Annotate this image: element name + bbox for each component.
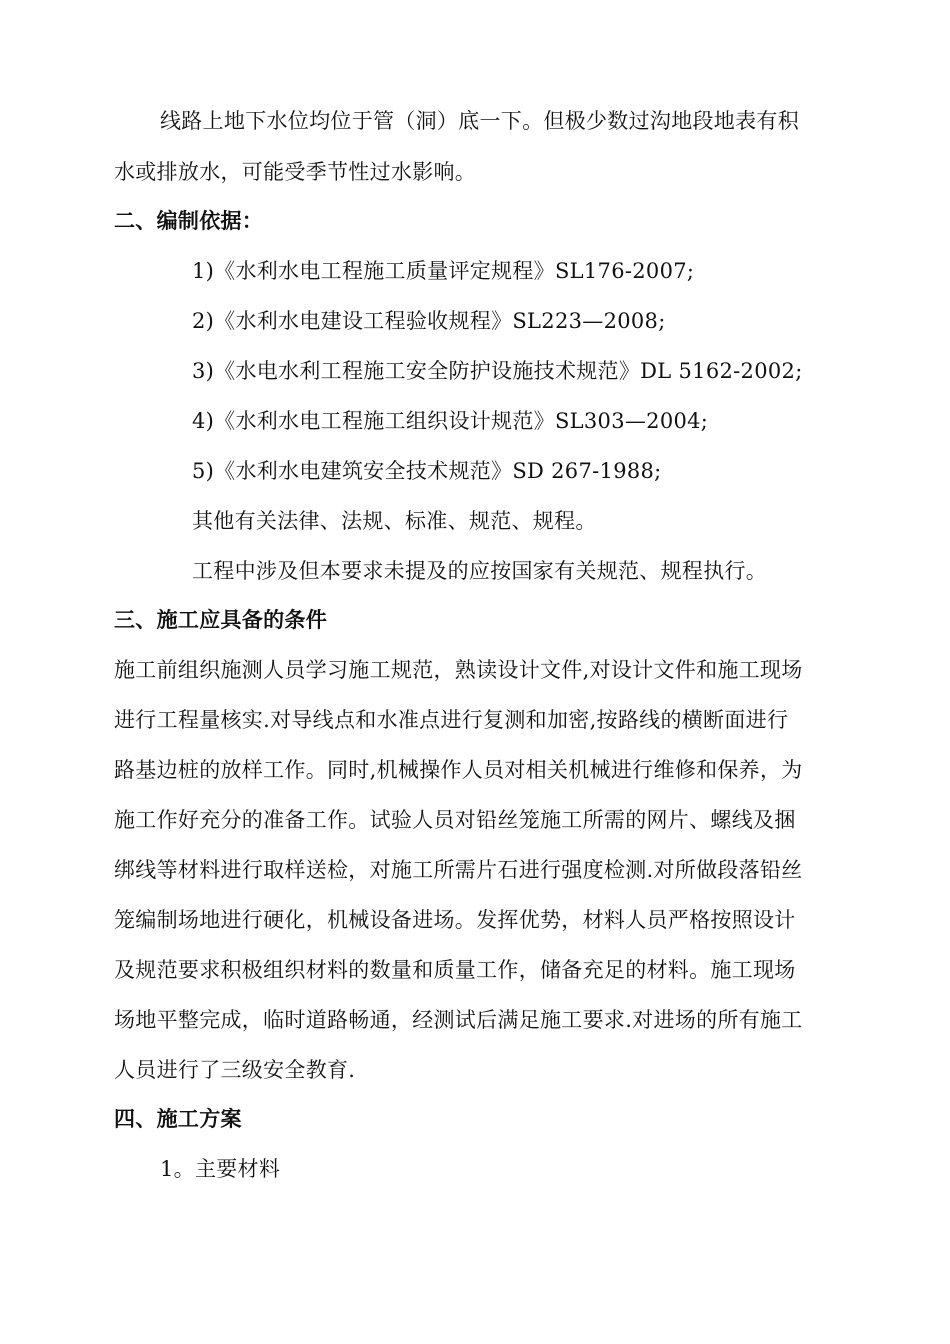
reference-item: 5)《水利水电建筑安全技术规范》SD 267-1988; <box>192 459 662 483</box>
paragraph-line: 绑线等材料进行取样送检，对施工所需片石进行强度检测.对所做段落铅丝 <box>114 858 803 882</box>
paragraph-line: 线路上地下水位均位于管（洞）底一下。但极少数过沟地段地表有积 <box>160 109 799 133</box>
paragraph-line: 场地平整完成，临时道路畅通，经测试后满足施工要求.对进场的所有施工 <box>114 1008 803 1032</box>
reference-note: 工程中涉及但本要求未提及的应按国家有关规范、规程执行。 <box>192 559 768 583</box>
section-heading: 四、施工方案 <box>114 1107 242 1131</box>
subsection-title: 1。主要材料 <box>160 1157 281 1181</box>
paragraph-line: 及规范要求积极组织材料的数量和质量工作，储备充足的材料。施工现场 <box>114 958 796 982</box>
paragraph-line: 路基边桩的放样工作。同时,机械操作人员对相关机械进行维修和保养，为 <box>114 758 803 782</box>
paragraph-line: 人员进行了三级安全教育. <box>114 1058 356 1082</box>
reference-item: 2)《水利水电建设工程验收规程》SL223—2008; <box>192 309 666 333</box>
reference-item: 1)《水利水电工程施工质量评定规程》SL176-2007; <box>192 259 695 283</box>
reference-item: 3)《水电水利工程施工安全防护设施技术规范》DL 5162-2002; <box>192 359 803 383</box>
reference-other: 其他有关法律、法规、标准、规范、规程。 <box>192 509 597 533</box>
section-heading: 二、编制依据： <box>114 209 264 233</box>
paragraph-line: 笼编制场地进行硬化，机械设备进场。发挥优势，材料人员严格按照设计 <box>114 908 796 932</box>
paragraph-line: 水或排放水，可能受季节性过水影响。 <box>114 160 477 184</box>
paragraph-line: 施工前组织施测人员学习施工规范，熟读设计文件,对设计文件和施工现场 <box>114 658 803 682</box>
section-heading: 三、施工应具备的条件 <box>114 608 327 632</box>
reference-item: 4)《水利水电工程施工组织设计规范》SL303—2004; <box>192 409 709 433</box>
paragraph-line: 进行工程量核实.对导线点和水准点进行复测和加密,按路线的横断面进行 <box>114 708 789 732</box>
paragraph-line: 施工作好充分的准备工作。试验人员对铅丝笼施工所需的网片、螺线及捆 <box>114 808 796 832</box>
